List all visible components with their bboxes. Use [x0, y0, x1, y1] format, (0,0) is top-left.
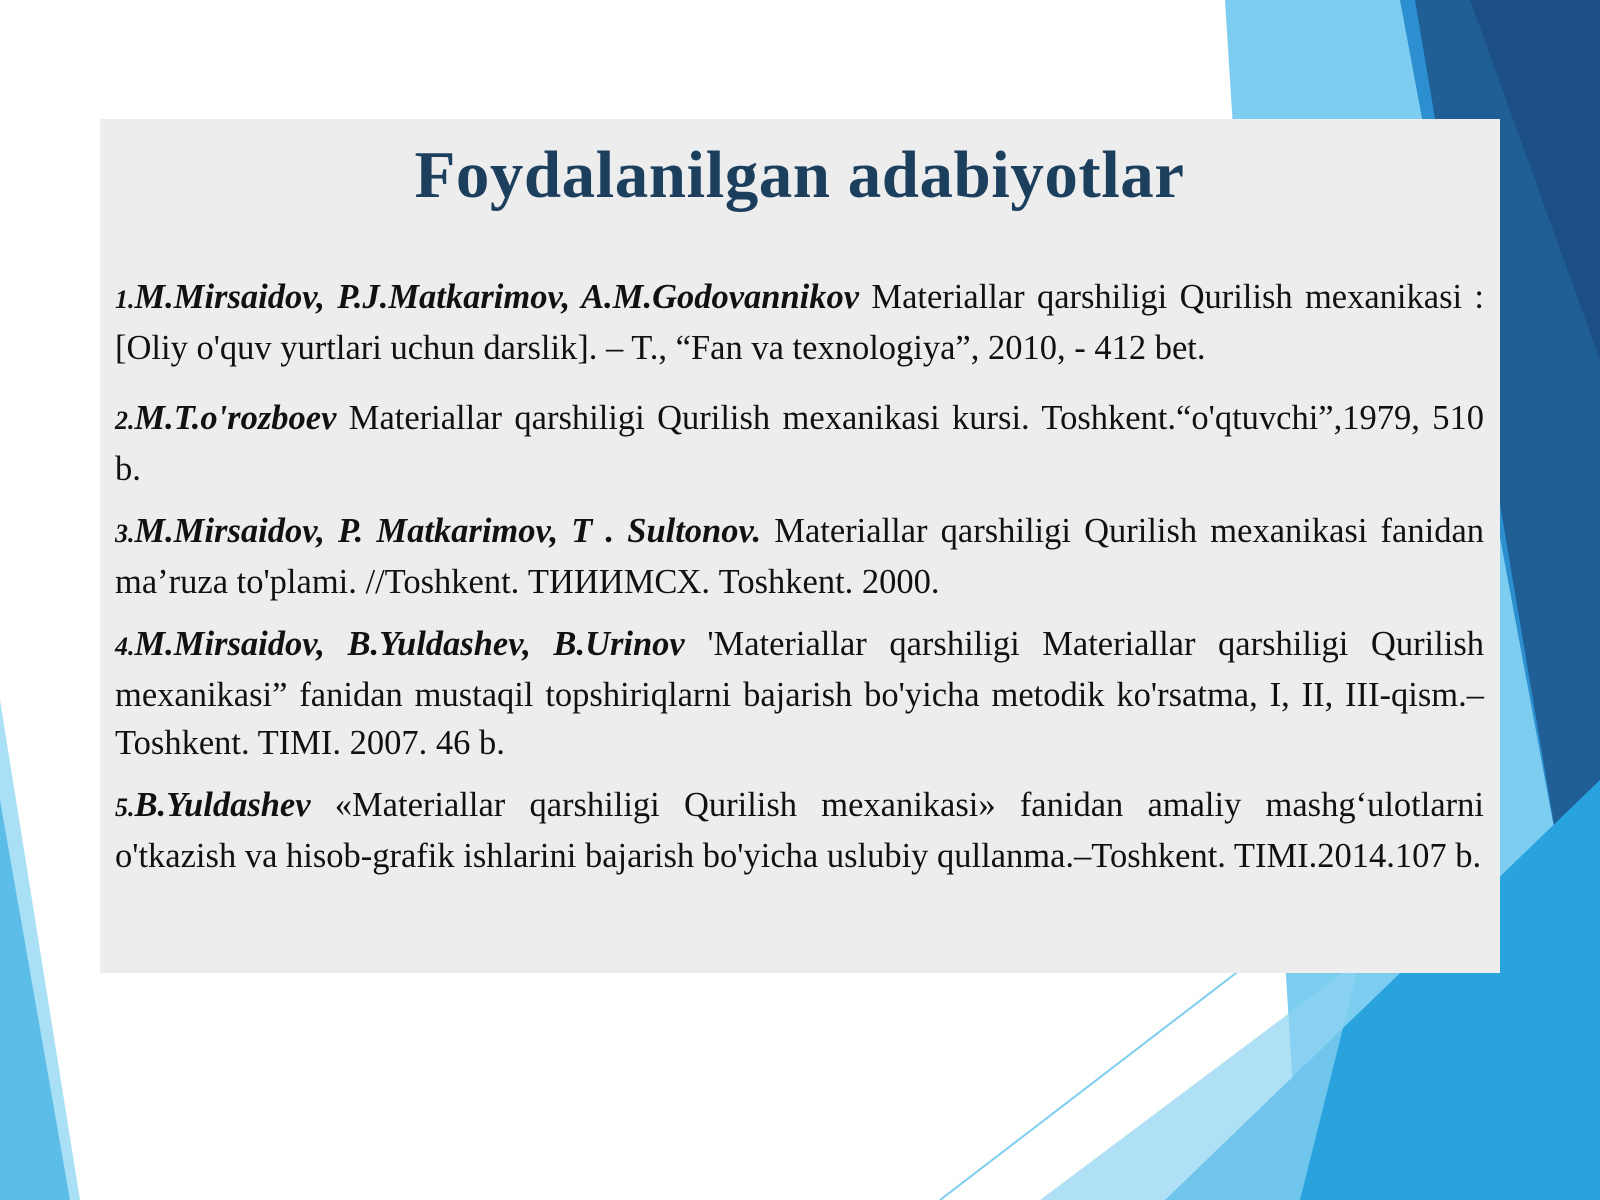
- reference-text: Materiallar qarshiligi Qurilish mexanikasi kursi. Toshkent.“o'qtuvchi”,1979, 510 b.: [115, 398, 1484, 488]
- reference-text: 'Materiallar qarshiligi Materiallar qarshiligi Qurilish mexanikasi” fanidan mustaqil topshiriqlarni bajarish bo'yicha metodik ko'rsatma, I, II, III-qism.–Toshkent. TIMI. 2007. 46 b.: [115, 624, 1484, 762]
- reference-item: [115, 394, 1484, 493]
- reference-number: 2.: [115, 405, 135, 435]
- reference-authors: M.T.o'rozboev: [134, 398, 337, 437]
- reference-text: Materiallar qarshiligi Qurilish mexanikasi : [Oliy o'quv yurtlari uchun darslik]. – T., “Fan va texnologiya”, 2010, - 412 bet.: [115, 277, 1484, 367]
- reference-authors: M.Mirsaidov, P.J.Matkarimov, A.M.Godovannikov: [134, 277, 860, 316]
- reference-text: Materiallar qarshiligi Qurilish mexanikasi fanidan ma’ruza to'plami. //Toshkent. ТИИИМСХ. Toshkent. 2000.: [115, 511, 1485, 601]
- reference-authors: M.Mirsaidov, B.Yuldashev, B.Urinov: [134, 624, 685, 663]
- reference-text: «Materiallar qarshiligi Qurilish mexanikasi» fanidan amaliy mashg‘ulotlarni o'tkazish va hisob-grafik ishlarini bajarish bo'yicha uslubiy qullanma.–Toshkent. TIMI.2014.107 b.: [115, 785, 1484, 875]
- reference-item: [115, 273, 1484, 372]
- reference-item: [115, 620, 1484, 767]
- reference-number: 4.: [115, 631, 135, 661]
- reference-item: [115, 781, 1484, 880]
- slide-title: Foydalanilgan adabiyotlar: [414, 138, 1185, 212]
- reference-list: [115, 273, 1484, 880]
- reference-number: 1.: [115, 284, 135, 314]
- reference-item: [115, 507, 1484, 606]
- references-panel: [100, 119, 1500, 973]
- reference-authors: B.Yuldashev: [134, 785, 311, 824]
- reference-number: 3.: [115, 518, 135, 548]
- reference-authors: M.Mirsaidov, P. Matkarimov, T . Sultonov.: [134, 511, 762, 550]
- reference-number: 5.: [115, 792, 135, 822]
